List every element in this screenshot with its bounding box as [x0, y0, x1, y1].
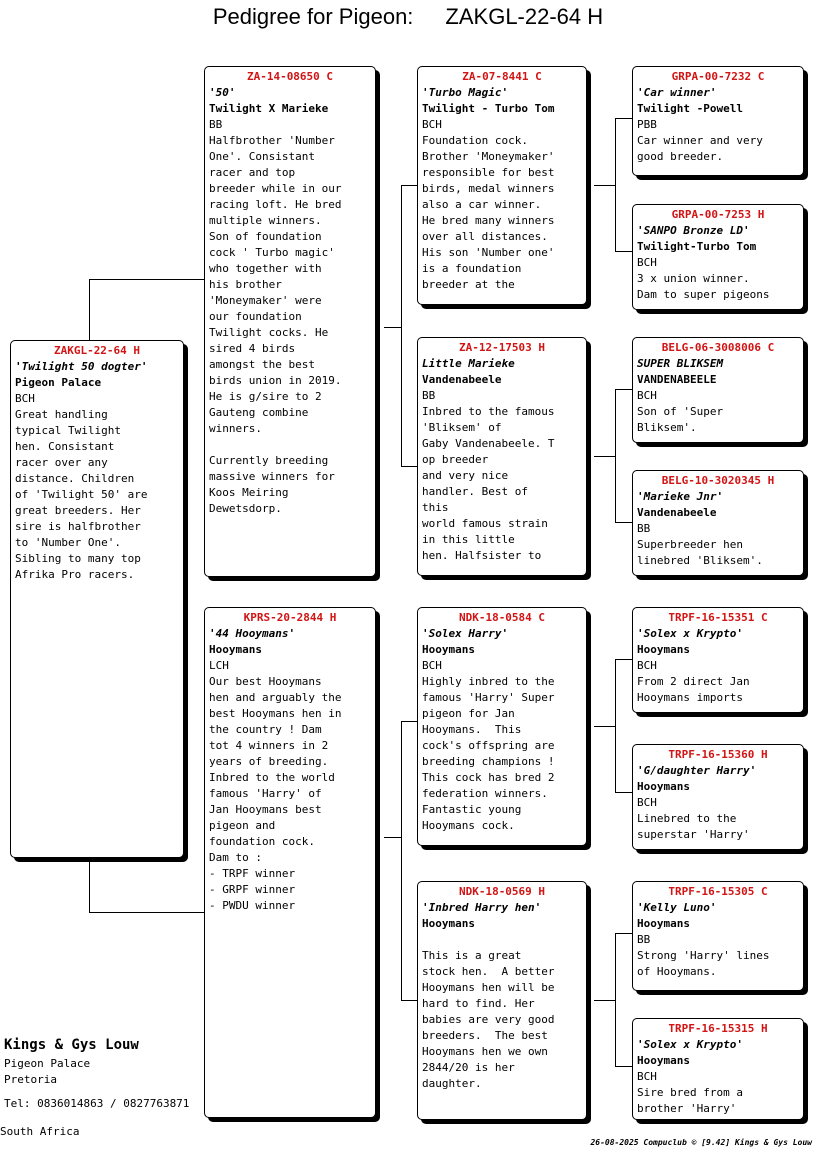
- connector-line: [401, 466, 417, 467]
- description: Strong 'Harry' lines of Hooymans.: [637, 949, 770, 978]
- connector-line: [615, 792, 632, 793]
- pigeon-name: 'Kelly Luno': [637, 901, 717, 914]
- ring-number: ZA-07-8441 C: [462, 70, 542, 83]
- owner: Hooymans: [637, 1054, 690, 1067]
- owner: Twilight-Turbo Tom: [637, 240, 757, 253]
- breeder-info: [4, 1034, 189, 1112]
- color-code: BCH: [637, 1070, 657, 1083]
- breeder-name: Kings & Gys Louw: [4, 1037, 139, 1053]
- color-code: [422, 932, 582, 948]
- pigeon-name: 'Twilight 50 dogter': [15, 360, 148, 373]
- great-grandparent-card[interactable]: [632, 744, 804, 850]
- subject-card[interactable]: [10, 340, 184, 858]
- description: Highly inbred to the famous 'Harry' Super pigeon for Jan Hooymans. This cock's offspring are breeding champions ! This cock has bred 2 federation winners. Fantastic young Hooymans cock.: [422, 675, 555, 832]
- color-code: BCH: [422, 659, 442, 672]
- description: Sire bred from a brother 'Harry': [637, 1086, 743, 1115]
- color-code: PBB: [637, 118, 657, 131]
- description: From 2 direct Jan Hooymans imports: [637, 675, 750, 704]
- description: Superbreeder hen linebred 'Bliksem'.: [637, 538, 763, 567]
- ring-number: ZA-12-17503 H: [458, 341, 546, 354]
- description: Son of 'Super Bliksem'.: [637, 405, 724, 434]
- color-code: BCH: [637, 256, 657, 269]
- connector-line: [89, 279, 204, 280]
- ring-number: BELG-10-3020345 H: [661, 474, 775, 487]
- connector-line: [401, 185, 402, 467]
- ring-number: GRPA-00-7253 H: [671, 208, 765, 221]
- description: 3 x union winner. Dam to super pigeons: [637, 272, 770, 301]
- owner: Hooymans: [637, 780, 690, 793]
- connector-line: [89, 912, 204, 913]
- color-code: BCH: [15, 392, 35, 405]
- description: Foundation cock. Brother 'Moneymaker' responsible for best birds, medal winners also a car winner. He bred many winners over all distances. His son 'Number one' is a foundation breeder at the: [422, 134, 555, 291]
- color-code: BB: [637, 933, 651, 946]
- great-grandparent-card[interactable]: [632, 607, 804, 713]
- ring-number: TRPF-16-15351 C: [668, 611, 768, 624]
- grandparent-card[interactable]: [417, 881, 587, 1120]
- page-title: [0, 4, 816, 30]
- connector-line: [615, 933, 616, 1067]
- grandparent-card[interactable]: [417, 337, 587, 576]
- pigeon-name: '44 Hooymans': [209, 627, 296, 640]
- connector-line: [401, 721, 402, 1001]
- connector-line: [615, 251, 632, 252]
- footer-credit: 26-08-2025 Compuclub © [9.42] Kings & Gys Louw: [590, 1138, 812, 1147]
- pigeon-name: 'Inbred Harry hen': [422, 901, 542, 914]
- owner: Hooymans: [637, 917, 690, 930]
- owner: Twilight X Marieke: [209, 102, 329, 115]
- description: Halfbrother 'Number One'. Consistant racer and top breeder while in our racing loft. He bred multiple winners. Son of foundation cock ' Turbo magic' who together with his brother 'Moneymaker' were our foundation Twilight cocks. He sired 4 birds amongst the best birds union in 2019. He is g/sire to 2 Gauteng combine winners. Currently breeding massive winners for Koos Meiring Dewetsdorp.: [209, 134, 342, 515]
- connector-line: [594, 185, 615, 186]
- great-grandparent-card[interactable]: [632, 881, 804, 991]
- ring-number: KPRS-20-2844 H: [243, 611, 337, 624]
- pigeon-name: 'Car winner': [637, 86, 717, 99]
- great-grandparent-card[interactable]: [632, 337, 804, 443]
- color-code: BCH: [637, 659, 657, 672]
- owner: Vandenabeele: [637, 506, 717, 519]
- great-grandparent-card[interactable]: [632, 470, 804, 576]
- connector-line: [384, 327, 401, 328]
- pigeon-name: 'Solex Harry': [422, 627, 509, 640]
- ring-number: ZA-14-08650 C: [246, 70, 334, 83]
- color-code: BB: [422, 389, 436, 402]
- description: Linebred to the superstar 'Harry': [637, 812, 750, 841]
- ring-number: TRPF-16-15305 C: [668, 885, 768, 898]
- owner: Hooymans: [422, 643, 475, 656]
- connector-line: [615, 389, 616, 523]
- title-label: Pedigree for Pigeon:: [212, 4, 414, 29]
- description: Great handling typical Twilight hen. Consistant racer over any distance. Children of 'Twilight 50' are great breeders. Her sire is halfbrother to 'Number One'. Sibling to many top Afrika Pro racers.: [15, 408, 148, 581]
- connector-line: [615, 118, 632, 119]
- breeder-country: South Africa: [0, 1125, 80, 1138]
- great-grandparent-card[interactable]: [632, 66, 804, 176]
- sire-card[interactable]: [204, 66, 376, 577]
- description: Our best Hooymans hen and arguably the best Hooymans hen in the country ! Dam tot 4 winners in 2 years of breeding. Inbred to the world famous 'Harry' of Jan Hooymans best pigeon and foundation cock. Dam to : - TRPF winner - GRPF winner - PWDU winner: [209, 675, 342, 912]
- owner: Twilight - Turbo Tom: [422, 102, 555, 115]
- connector-line: [615, 659, 632, 660]
- pigeon-name: 'Marieke Jnr': [637, 490, 724, 503]
- pigeon-name: SUPER BLIKSEM: [637, 357, 724, 370]
- grandparent-card[interactable]: [417, 607, 587, 846]
- connector-line: [401, 185, 417, 186]
- ring-number: BELG-06-3008006 C: [661, 341, 775, 354]
- pigeon-name: '50': [209, 86, 236, 99]
- grandparent-card[interactable]: [417, 66, 587, 305]
- owner: Hooymans: [422, 917, 475, 930]
- ring-number: NDK-18-0569 H: [458, 885, 546, 898]
- pigeon-name: 'G/daughter Harry': [637, 764, 757, 777]
- ring-number: NDK-18-0584 C: [458, 611, 546, 624]
- pigeon-name: 'Solex x Krypto': [637, 627, 743, 640]
- ring-number: TRPF-16-15360 H: [668, 748, 768, 761]
- connector-line: [384, 837, 401, 838]
- owner: Vandenabeele: [422, 373, 502, 386]
- pigeon-name: Little Marieke: [422, 357, 515, 370]
- connector-line: [594, 726, 615, 727]
- breeder-city: Pretoria: [4, 1073, 57, 1086]
- owner: Pigeon Palace: [15, 376, 102, 389]
- description: Inbred to the famous 'Bliksem' of Gaby Vandenabeele. T op breeder and very nice handler. Best of this world famous strain in this little hen. Halfsister to: [422, 405, 555, 562]
- connector-line: [615, 118, 616, 252]
- dam-card[interactable]: [204, 607, 376, 1118]
- pigeon-name: 'SANPO Bronze LD': [637, 224, 750, 237]
- connector-line: [615, 1066, 632, 1067]
- color-code: BCH: [422, 118, 442, 131]
- connector-line: [594, 1000, 615, 1001]
- connector-line: [615, 933, 632, 934]
- connector-line: [594, 456, 615, 457]
- connector-line: [401, 1000, 417, 1001]
- owner: VANDENABEELE: [637, 373, 717, 386]
- description: Car winner and very good breeder.: [637, 134, 763, 163]
- color-code: BB: [209, 118, 223, 131]
- connector-line: [615, 522, 632, 523]
- color-code: BCH: [637, 389, 657, 402]
- color-code: BB: [637, 522, 651, 535]
- pigeon-name: 'Turbo Magic': [422, 86, 509, 99]
- color-code: LCH: [209, 659, 229, 672]
- breeder-phone: Tel: 0836014863 / 0827763871: [4, 1097, 190, 1110]
- ring-number: ZAKGL-22-64 H: [53, 344, 141, 357]
- ring-number: GRPA-00-7232 C: [671, 70, 765, 83]
- connector-line: [89, 279, 90, 340]
- great-grandparent-card[interactable]: [632, 204, 804, 310]
- description: This is a great stock hen. A better Hooymans hen will be hard to find. Her babies are very good breeders. The best Hooymans hen we own 2844/20 is her daughter.: [422, 949, 555, 1090]
- breeder-loft: Pigeon Palace: [4, 1057, 91, 1070]
- color-code: BCH: [637, 796, 657, 809]
- owner: Hooymans: [637, 643, 690, 656]
- connector-line: [615, 389, 632, 390]
- pigeon-name: 'Solex x Krypto': [637, 1038, 743, 1051]
- title-ring: ZAKGL-22-64 H: [445, 4, 604, 29]
- great-grandparent-card[interactable]: [632, 1018, 804, 1120]
- ring-number: TRPF-16-15315 H: [668, 1022, 768, 1035]
- connector-line: [615, 659, 616, 793]
- connector-line: [89, 858, 90, 913]
- owner: Twilight -Powell: [637, 102, 743, 115]
- owner: Hooymans: [209, 643, 262, 656]
- connector-line: [401, 721, 417, 722]
